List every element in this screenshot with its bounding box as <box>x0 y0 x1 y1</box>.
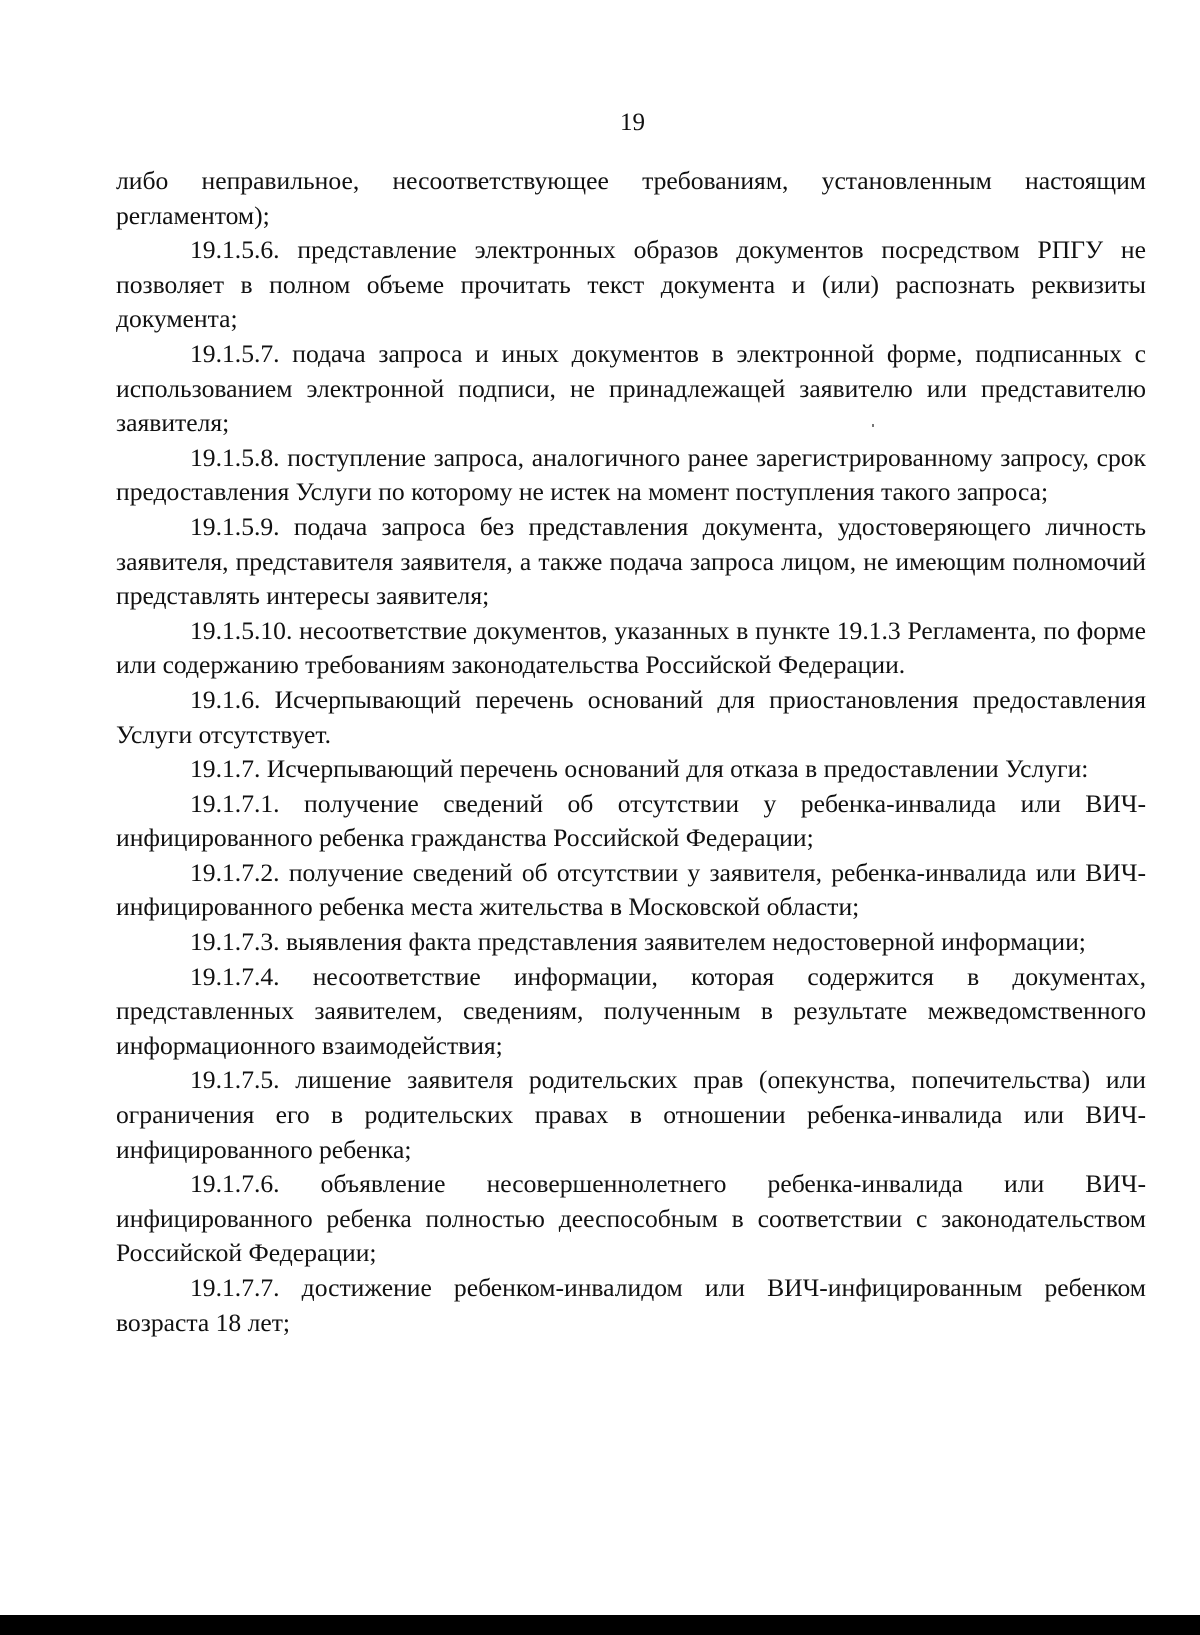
paragraph-19-1-7-4: 19.1.7.4. несоответствие информации, которая содержится в документах, представленных заявителем, сведениям, полученным в результате межведомственного информационного взаимодействия; <box>116 961 1146 1060</box>
paragraph-19-1-5-10: 19.1.5.10. несоответствие документов, указанных в пункте 19.1.3 Регламента, по форме или содержанию требованиям законодательства Российской Федерации. <box>116 615 1146 680</box>
paragraph-19-1-7-5: 19.1.7.5. лишение заявителя родительских прав (опекунства, попечительства) или ограничения его в родительских правах в отношении ребенка-инвалида или ВИЧ-инфицированного ребенка; <box>116 1065 1146 1164</box>
paragraph-19-1-5-8: 19.1.5.8. поступление запроса, аналогичного ранее зарегистрированному запросу, срок предоставления Услуги по которому не истек на момент поступления такого запроса; <box>116 442 1146 507</box>
paragraph-19-1-7-2: 19.1.7.2. получение сведений об отсутствии у заявителя, ребенка-инвалида или ВИЧ-инфицированного ребенка места жительства в Московской области; <box>116 857 1146 922</box>
page-number: 19 <box>620 109 645 136</box>
paragraph-19-1-7: 19.1.7. Исчерпывающий перечень оснований для отказа в предоставлении Услуги: <box>190 754 1089 784</box>
paragraph-19-1-7-1: 19.1.7.1. получение сведений об отсутствии у ребенка-инвалида или ВИЧ-инфицированного ребенка гражданства Российской Федерации; <box>116 788 1146 853</box>
paragraph-19-1-7-7: 19.1.7.7. достижение ребенком-инвалидом или ВИЧ-инфицированным ребенком возраста 18 лет; <box>116 1273 1146 1337</box>
paragraph-19-1-6: 19.1.6. Исчерпывающий перечень оснований для приостановления предоставления Услуги отсутствует. <box>116 684 1146 749</box>
paragraph-19-1-7-3: 19.1.7.3. выявления факта представления заявителем недостоверной информации; <box>190 927 1086 957</box>
paragraph-19-1-5-6: 19.1.5.6. представление электронных образов документов посредством РПГУ не позволяет в полном объеме прочитать текст документа и (или) распознать реквизиты документа; <box>116 235 1146 334</box>
paragraph-19-1-7-6: 19.1.7.6. объявление несовершеннолетнего ребенка-инвалида или ВИЧ-инфицированного ребенка полностью дееспособным в соответствии с законодательством Российской Федерации; <box>116 1169 1146 1268</box>
paragraph-continuation: либо неправильное, несоответствующее требованиям, установленным настоящим регламентом); <box>116 166 1146 230</box>
document-body <box>116 164 1146 1340</box>
scan-bottom-edge <box>0 1615 1200 1635</box>
paragraph-19-1-5-9: 19.1.5.9. подача запроса без представления документа, удостоверяющего личность заявителя, представителя заявителя, а также подача запроса лицом, не имеющим полномочий представлять интересы заявителя; <box>116 511 1146 611</box>
paragraph-19-1-5-7: 19.1.5.7. подача запроса и иных документов в электронной форме, подписанных с использованием электронной подписи, не принадлежащей заявителю или представителю заявителя; <box>116 338 1146 438</box>
scan-speck <box>872 424 874 427</box>
